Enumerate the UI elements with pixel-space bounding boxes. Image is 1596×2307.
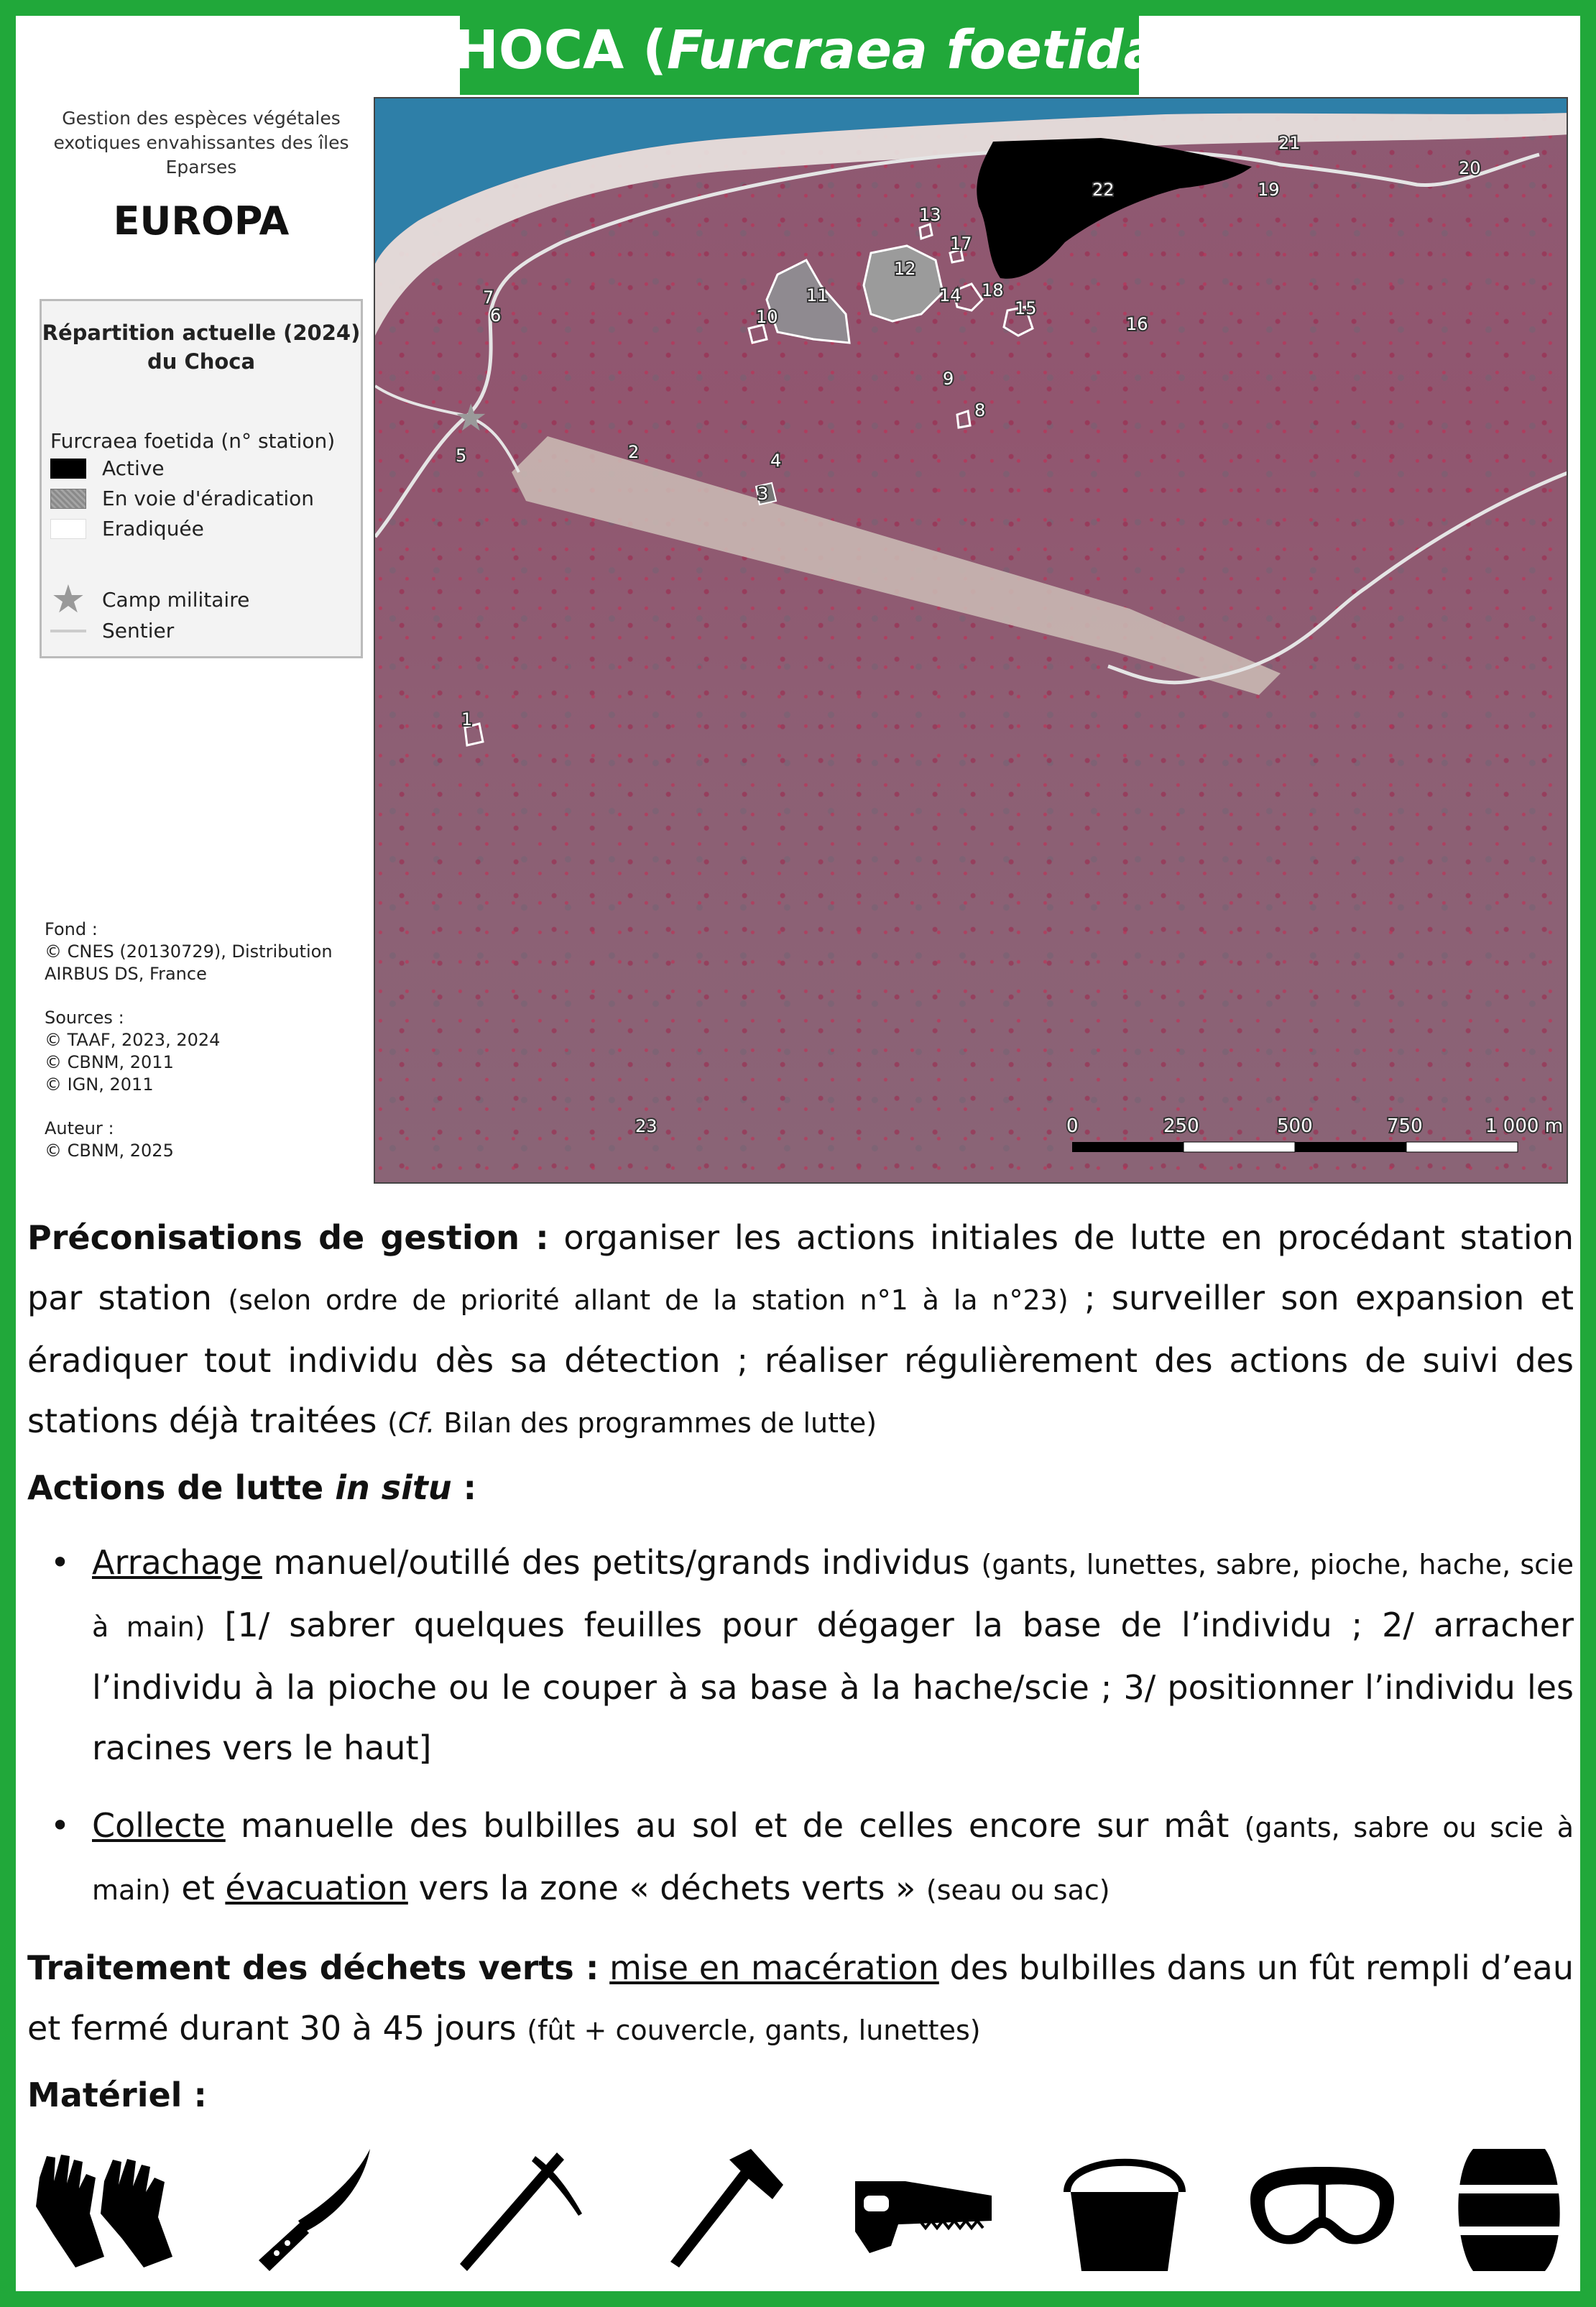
credit-line: Sources :: [45, 1008, 124, 1028]
star-icon: ★: [50, 576, 86, 622]
island-name: EUROPA: [113, 198, 290, 244]
station-label: 14: [939, 285, 961, 305]
map-credits: [45, 918, 382, 1184]
pickaxe-icon: [438, 2142, 604, 2278]
text-run: (gants, sabre ou scie à main): [92, 1812, 1574, 1906]
airstrip: [512, 436, 1281, 695]
legend-item-active: [50, 456, 165, 480]
station-label: 6: [490, 305, 502, 326]
text-run: manuel/outillé des petits/grands individus: [262, 1543, 982, 1582]
station-label: 8: [974, 400, 986, 420]
page-title: [415, 6, 1184, 95]
text-run: Bilan des programmes de lutte): [435, 1407, 877, 1439]
legend-title-line: du Choca: [147, 349, 256, 374]
eradication-swatch: [50, 489, 86, 509]
text-run: évacuation: [225, 1869, 408, 1907]
credit-line: Auteur :: [45, 1118, 114, 1138]
scale-label: 0: [1066, 1115, 1079, 1137]
text-run: et: [170, 1869, 226, 1907]
station-label: 19: [1258, 180, 1280, 200]
legend-item-camp: [50, 576, 250, 622]
station-label: 20: [1459, 158, 1481, 178]
text-run: [1/ sabrer quelques feuilles pour dégager la base de l’individu ; 2/ arracher l’individu à la pioche ou le couper à sa base à la hache/scie ; 3/ positionner l’individu les racines vers le haut]: [92, 1606, 1574, 1767]
text-run: [599, 1948, 609, 1987]
map-legend: [40, 299, 363, 658]
text-run: (seau ou sac): [926, 1874, 1110, 1906]
actions-list: [27, 1532, 1574, 1920]
text-run: Actions de lutte: [27, 1468, 336, 1507]
camp-star-icon: ★: [454, 397, 488, 440]
legend-column: [29, 106, 374, 1184]
legend-item-eradication: [50, 487, 314, 510]
legend-label: Camp militaire: [102, 587, 250, 612]
station-22-active: [977, 138, 1252, 279]
title-text: CHOCA (: [415, 19, 667, 81]
path-west: [375, 386, 519, 472]
scale-label: 250: [1163, 1115, 1199, 1137]
active-swatch: [50, 459, 86, 479]
station-label: 11: [806, 285, 829, 305]
preconisations-paragraph: [27, 1207, 1574, 1453]
list-item: [27, 1795, 1574, 1920]
station-8-outline: [957, 411, 970, 428]
satellite-map: [374, 97, 1568, 1184]
path-line-icon: [50, 630, 86, 632]
text-run: (gants, lunettes, sabre, pioche, hache, scie à main): [92, 1549, 1574, 1643]
materiel-heading: [27, 2065, 1574, 2125]
text-run: vers la zone « déchets verts »: [407, 1869, 926, 1907]
goggles-icon: [1236, 2142, 1408, 2278]
station-12-outline: [864, 246, 943, 321]
text-run: (: [387, 1407, 398, 1439]
station-label: 2: [628, 442, 640, 462]
eradicated-swatch: [50, 519, 86, 539]
text-run: (fût + couvercle, gants, lunettes): [527, 2014, 981, 2046]
scale-segment: [1072, 1142, 1184, 1152]
station-label: 1: [461, 709, 473, 729]
station-label: 9: [943, 369, 954, 389]
title-species: Furcraea foetida: [666, 19, 1160, 81]
station-label: 10: [756, 307, 778, 327]
credit-line: © IGN, 2011: [45, 1074, 154, 1095]
station-label: 15: [1015, 298, 1037, 318]
preconisations-label: Préconisations de gestion :: [27, 1218, 549, 1257]
org-line: exotiques envahissantes des îles Eparses: [53, 132, 349, 178]
axe-icon: [640, 2142, 805, 2278]
legend-item-path: [50, 619, 174, 643]
station-label: 3: [757, 484, 769, 504]
text-run: (selon ordre de priorité allant de la station n°1 à la n°23): [228, 1284, 1069, 1316]
barrel-icon: [1444, 2142, 1574, 2278]
text-run: Cf.: [397, 1407, 435, 1439]
dechets-label: Traitement des déchets verts :: [27, 1948, 599, 1987]
title-close: ): [1159, 19, 1184, 81]
scale-label: 500: [1277, 1115, 1313, 1137]
gloves-icon: [22, 2142, 187, 2278]
text-run: des bulbilles dans un fût rempli d’eau et fermé durant 30 à 45 jours: [27, 1948, 1574, 2048]
org-line: Gestion des espèces végétales: [62, 108, 341, 129]
legend-label: Sentier: [102, 619, 175, 643]
credit-line: © TAAF, 2023, 2024: [45, 1030, 221, 1050]
station-label: 18: [982, 280, 1004, 300]
text-run: in situ: [335, 1468, 452, 1507]
management-text: [27, 1207, 1574, 2125]
text-run: ; surveiller son expansion et éradiquer tout individu dès sa détection ; réaliser régulièrement des actions de suivi des stations déjà traitées: [27, 1279, 1574, 1440]
bucket-icon: [1042, 2142, 1207, 2278]
legend-label: Eradiquée: [102, 517, 204, 540]
text-run: Collecte: [92, 1806, 226, 1845]
map-overlay: [375, 98, 1568, 1184]
station-label: 22: [1092, 180, 1115, 200]
station-10-outline: [749, 325, 767, 343]
materiel-label: Matériel :: [27, 2076, 207, 2114]
station-label: 23: [635, 1116, 658, 1136]
text-run: organiser les actions initiales de lutte en procédant station par station: [27, 1218, 1574, 1317]
station-label: 4: [770, 451, 782, 471]
station-label: 5: [456, 446, 467, 466]
station-label: 17: [950, 234, 972, 254]
text-run: Arrachage: [92, 1543, 262, 1582]
legend-item-eradicated: [50, 517, 204, 540]
legend-label: En voie d'éradication: [102, 487, 315, 510]
credit-line: © CBNM, 2025: [45, 1141, 174, 1161]
machete-icon: [237, 2142, 402, 2278]
legend-label: Active: [102, 456, 165, 480]
dechets-paragraph: [27, 1938, 1574, 2060]
scale-segment: [1406, 1142, 1518, 1152]
scale-segment: [1295, 1142, 1406, 1152]
text-run: mise en macération: [609, 1948, 939, 1987]
station-label: 21: [1278, 133, 1301, 153]
organisation-text: [29, 106, 374, 180]
station-label: 12: [894, 259, 916, 279]
credit-line: © CBNM, 2011: [45, 1052, 174, 1072]
credit-line: Fond :: [45, 919, 98, 939]
text-run: :: [451, 1468, 477, 1507]
legend-species-label: Furcraea foetida (n° station): [50, 429, 336, 453]
scale-label: 750: [1387, 1115, 1423, 1137]
hand-saw-icon: [841, 2142, 1006, 2278]
legend-title-line: Répartition actuelle (2024): [42, 321, 361, 345]
station-label: 16: [1126, 314, 1148, 334]
tools-row: [22, 2142, 1574, 2285]
text-run: manuelle des bulbilles au sol et de celles encore sur mât: [225, 1806, 1245, 1845]
credit-line: AIRBUS DS, France: [45, 964, 207, 984]
station-label: 7: [483, 287, 494, 308]
station-label: 13: [919, 205, 941, 225]
station-13-outline: [920, 224, 932, 239]
actions-heading: [27, 1458, 1574, 1518]
legend-title: [42, 318, 361, 376]
credit-line: © CNES (20130729), Distribution: [45, 941, 333, 962]
scale-label: 1 000 m: [1485, 1115, 1564, 1137]
list-item: [27, 1532, 1574, 1778]
scale-segment: [1184, 1142, 1295, 1152]
